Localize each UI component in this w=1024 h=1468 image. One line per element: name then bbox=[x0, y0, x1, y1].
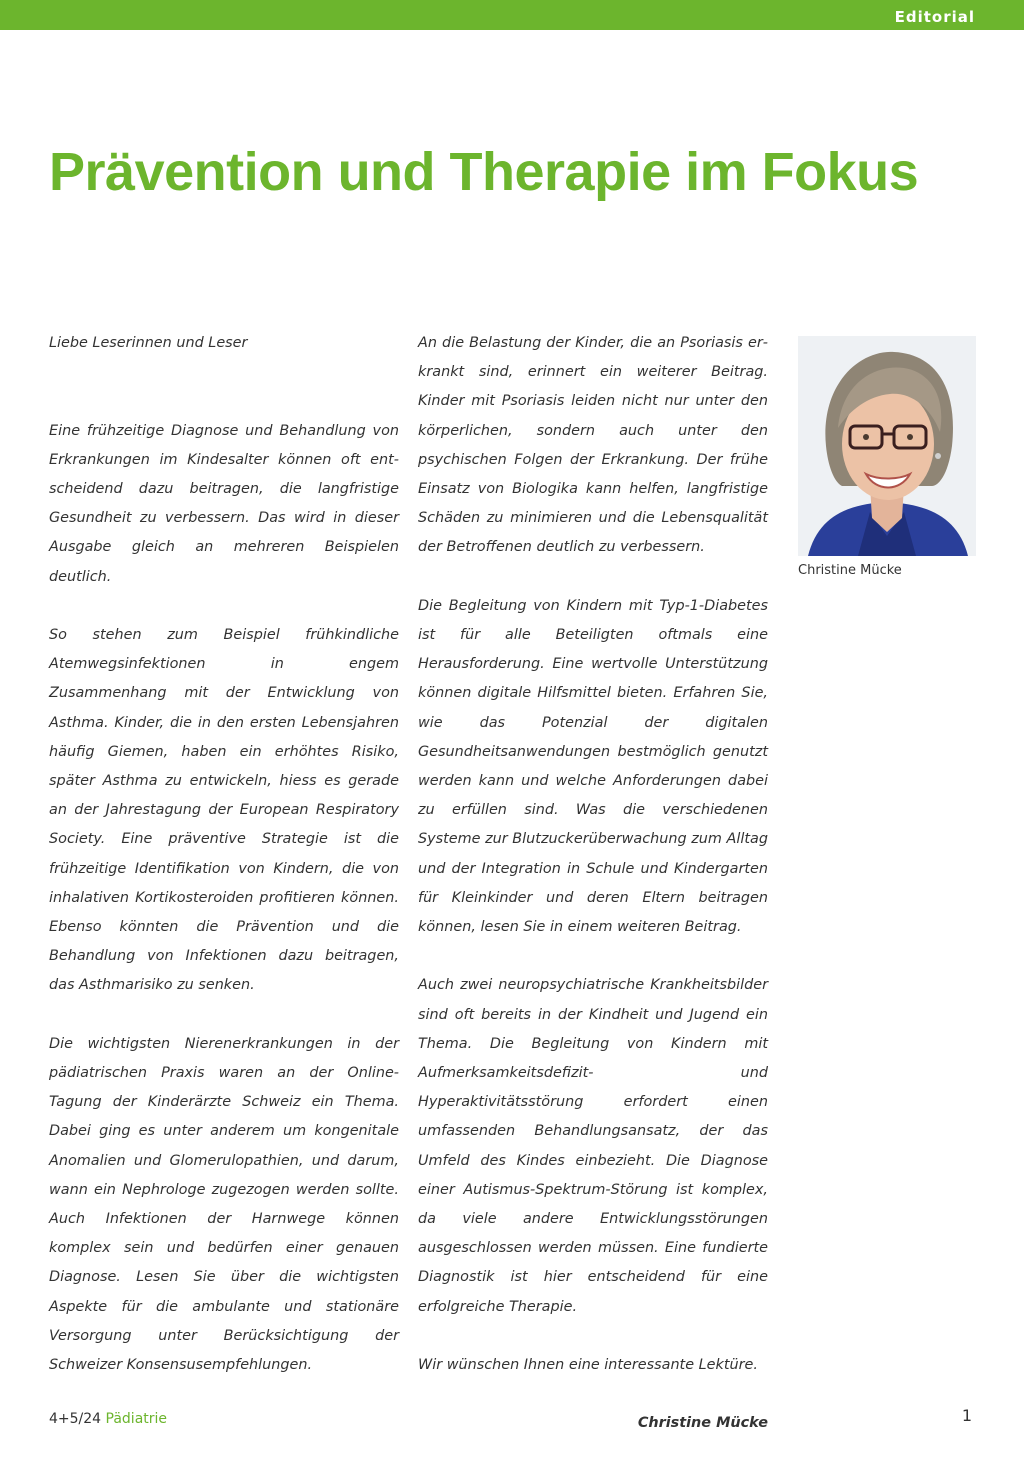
paragraph: So stehen zum Beispiel frühkindliche Atemwegsinfektionen in engem Zusammenhang mit der Entwicklung von Asthma. Kinder, die in den ersten Lebensjahren häufig Giemen, haben ein erhöhtes Risiko, später Asthma zu entwickeln, hiess es gerade an der Jahrestagung der European Respiratory Society. Eine präventive Strategie ist die frühzeitige Identifikation von Kindern, die von inhalativen Kortikosteroiden profitieren können. Ebenso könnten die Prävention und die Behandlung von Infektionen dazu beitragen, das Asthmarisiko zu senken. bbox=[49, 627, 399, 994]
portrait-illustration bbox=[798, 336, 976, 556]
issue-number: 4+5/24 bbox=[49, 1411, 102, 1427]
right-column bbox=[418, 329, 768, 1468]
paragraph: Die Begleitung von Kindern mit Typ-1-Diabetes ist für alle Beteiligten oftmals eine Herausforderung. Eine wertvolle Unterstützung können digitale Hilfsmittel bieten. Erfahren Sie, wie das Potenzial der digitalen Gesundheitsanwendungen bestmöglich genutzt werden kann und welche Anforderungen dabei zu erfüllen sind. Was die verschiedenen Systeme zur Blutzuckerüberwachung zum Alltag und der Integration in Schule und Kindergarten für Kleinkinder und deren Eltern beitragen können, lesen Sie in einem weiteren Beitrag. bbox=[418, 597, 768, 936]
page-number: 1 bbox=[961, 1406, 972, 1425]
salutation: Liebe Leserinnen und Leser bbox=[49, 335, 248, 351]
section-label: Editorial bbox=[894, 8, 975, 26]
footer-issue bbox=[49, 1411, 167, 1427]
paragraph: Wir wünschen Ihnen eine interessante Lektüre. bbox=[418, 1357, 758, 1374]
left-column bbox=[49, 329, 399, 1409]
author-portrait bbox=[798, 336, 976, 556]
paragraph: Eine frühzeitige Diagnose und Behandlung von Erkrankungen im Kindesalter können oft entscheidend dazu beitragen, die langfristige Gesundheit zu verbessern. Das wird in dieser Ausgabe gleich an mehreren Beispielen deutlich. bbox=[49, 422, 399, 585]
photo-caption: Christine Mücke bbox=[798, 563, 902, 578]
header-bar bbox=[0, 0, 1024, 30]
paragraph: Die wichtigsten Nierenerkrankungen in der pädiatrischen Praxis waren an der Online-Tagung der Kinderärzte Schweiz ein Thema. Dabei ging es unter anderem um kongenitale Anomalien und Glomerulopathien, und darum, wann ein Nephrologe zugezogen werden sollte. Auch Infektionen der Harnwege können komplex sein und bedürfen einer genauen Diagnose. Lesen Sie über die wichtigsten Aspekte für die ambulante und stationäre Versorgung unter Berücksichtigung der Schweizer Konsensusempfehlungen. bbox=[49, 1035, 399, 1374]
signature: Christine Mücke bbox=[637, 1415, 768, 1432]
paragraph: An die Belastung der Kinder, die an Psoriasis erkrankt sind, erinnert ein weiterer Beitrag. Kinder mit Psoriasis leiden nicht nur unter den körperlichen, sondern auch unter den psychischen Folgen der Erkrankung. Der frühe Einsatz von Biologika kann helfen, langfristige Schäden zu minimieren und die Lebensqualität der Betroffenen deutlich zu verbessern. bbox=[418, 335, 768, 556]
paragraph: Auch zwei neuropsychiatrische Krankheitsbilder sind oft bereits in der Kindheit und Jugend ein Thema. Die Begleitung von Kindern mit Aufmerksamkeitsdefizit- und Hyperaktivitätsstörung erfordert einen umfassenden Behandlungsansatz, der das Umfeld des Kindes einbezieht. Die Diagnose einer Autismus-Spektrum-Störung ist komplex, da viele andere Entwicklungsstörungen ausgeschlossen werden müssen. Eine fundierte Diagnostik ist hier entscheidend für eine erfolgreiche Therapie. bbox=[418, 977, 768, 1315]
magazine-name: Pädiatrie bbox=[105, 1411, 168, 1427]
page-title: Prävention und Therapie im Fokus bbox=[49, 142, 919, 202]
